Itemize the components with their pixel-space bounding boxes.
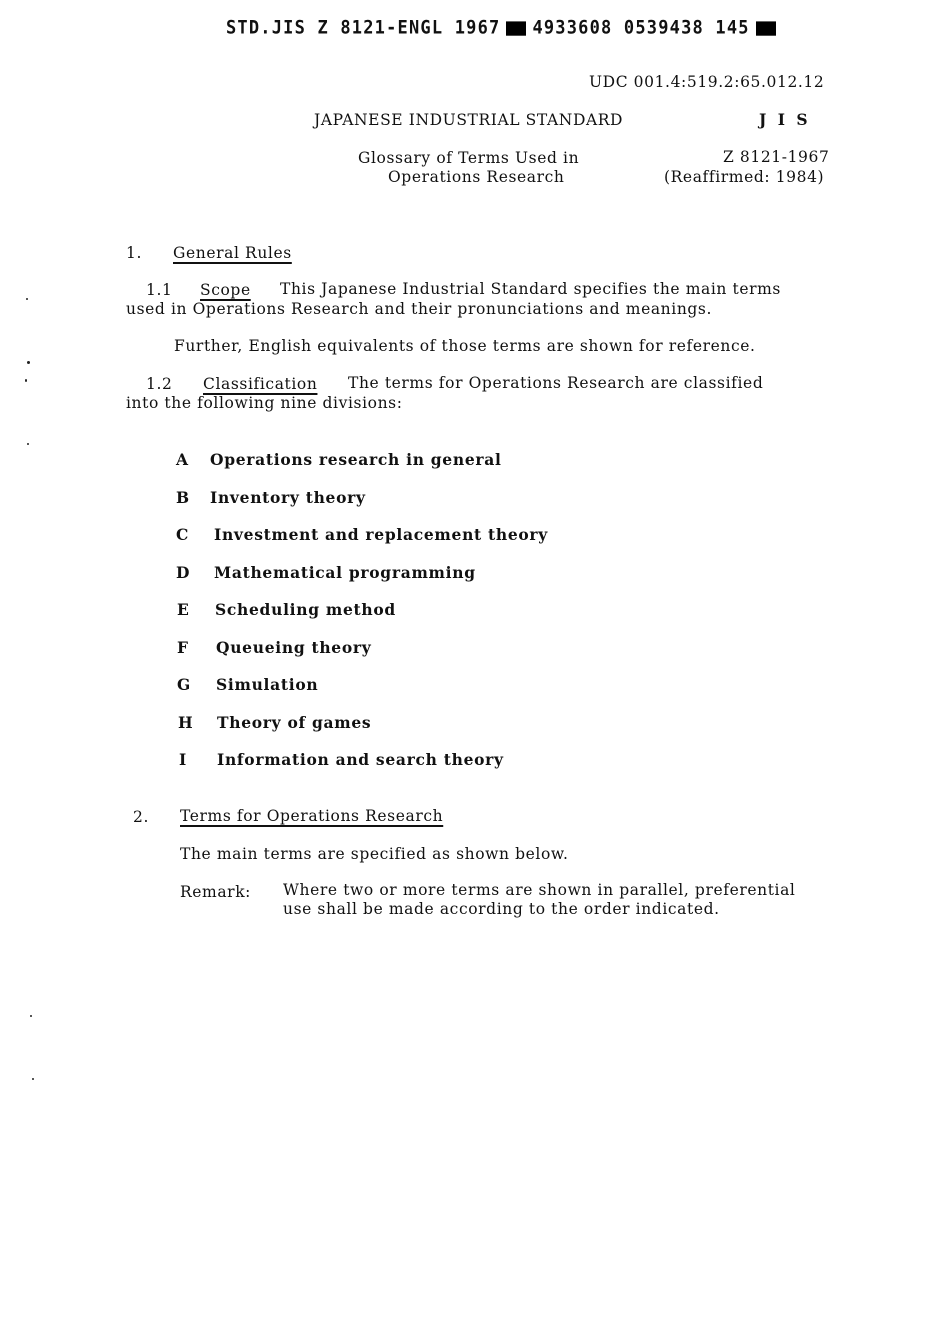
scan-speck — [25, 379, 27, 382]
scope-paragraph-2: Further, English equivalents of those terms are shown for reference. — [174, 337, 756, 355]
division-letter: I — [179, 750, 187, 769]
scope-heading: Scope — [200, 281, 251, 299]
document-title-line1: Glossary of Terms Used in — [358, 149, 580, 167]
classification-heading: Classification — [203, 375, 318, 393]
division-letter: C — [176, 525, 190, 544]
scope-text-line2: used in Operations Research and their pronunciations and meanings. — [126, 300, 713, 318]
division-name: Operations research in general — [210, 450, 502, 469]
division-item — [176, 488, 366, 507]
catalog-code-part2: 4933608 0539438 145 — [532, 17, 750, 39]
division-name: Inventory theory — [210, 488, 366, 507]
division-letter: A — [176, 450, 189, 469]
division-letter: B — [176, 488, 190, 507]
section-1-number: 1. — [126, 244, 142, 262]
division-letter: F — [177, 638, 189, 657]
division-letter: D — [176, 563, 191, 582]
scan-speck — [26, 298, 28, 300]
remark-text-line2: use shall be made according to the order indicated. — [283, 900, 720, 918]
document-number: Z 8121-1967 — [723, 148, 830, 166]
division-letter: H — [178, 713, 194, 732]
division-item — [178, 713, 371, 732]
jis-label: J I S — [759, 110, 811, 129]
black-block-mark — [756, 21, 776, 35]
division-item — [179, 750, 504, 769]
scan-speck — [32, 1078, 34, 1080]
division-item — [177, 675, 318, 694]
division-letter: E — [177, 600, 190, 619]
remark-text-line1: Where two or more terms are shown in parallel, preferential — [283, 881, 796, 899]
document-title-line2: Operations Research — [388, 168, 565, 186]
scan-speck — [30, 1015, 32, 1017]
division-name: Simulation — [216, 675, 319, 694]
catalog-code-part1: STD.JIS Z 8121-ENGL 1967 — [226, 17, 501, 39]
scan-speck — [27, 361, 30, 364]
section-2-number: 2. — [133, 808, 149, 826]
standard-label: JAPANESE INDUSTRIAL STANDARD — [314, 111, 624, 129]
division-letter: G — [177, 675, 191, 694]
classification-number: 1.2 — [146, 375, 173, 393]
black-block-mark — [506, 21, 526, 35]
division-item — [177, 638, 371, 657]
scope-number: 1.1 — [146, 281, 173, 299]
scan-speck — [27, 443, 29, 445]
classification-text-line2: into the following nine divisions: — [126, 394, 403, 412]
section-2-title: Terms for Operations Research — [180, 807, 444, 825]
division-name: Theory of games — [217, 713, 372, 732]
division-item — [176, 450, 502, 469]
remark-label: Remark: — [180, 883, 252, 901]
division-item — [176, 563, 476, 582]
division-item — [177, 600, 396, 619]
scope-text-line1: This Japanese Industrial Standard specifies the main terms — [280, 280, 781, 298]
division-name: Queueing theory — [216, 638, 372, 657]
udc-code: UDC 001.4:519.2:65.012.12 — [589, 73, 825, 91]
division-name: Scheduling method — [215, 600, 396, 619]
division-name: Mathematical programming — [214, 563, 476, 582]
section-2-text: The main terms are specified as shown below. — [180, 845, 569, 863]
division-item — [176, 525, 548, 544]
catalog-code — [226, 17, 782, 39]
reaffirmed-date: (Reaffirmed: 1984) — [664, 168, 825, 186]
classification-text-line1: The terms for Operations Research are classified — [348, 374, 764, 392]
division-name: Information and search theory — [217, 750, 504, 769]
division-name: Investment and replacement theory — [214, 525, 548, 544]
section-1-title: General Rules — [173, 244, 292, 262]
